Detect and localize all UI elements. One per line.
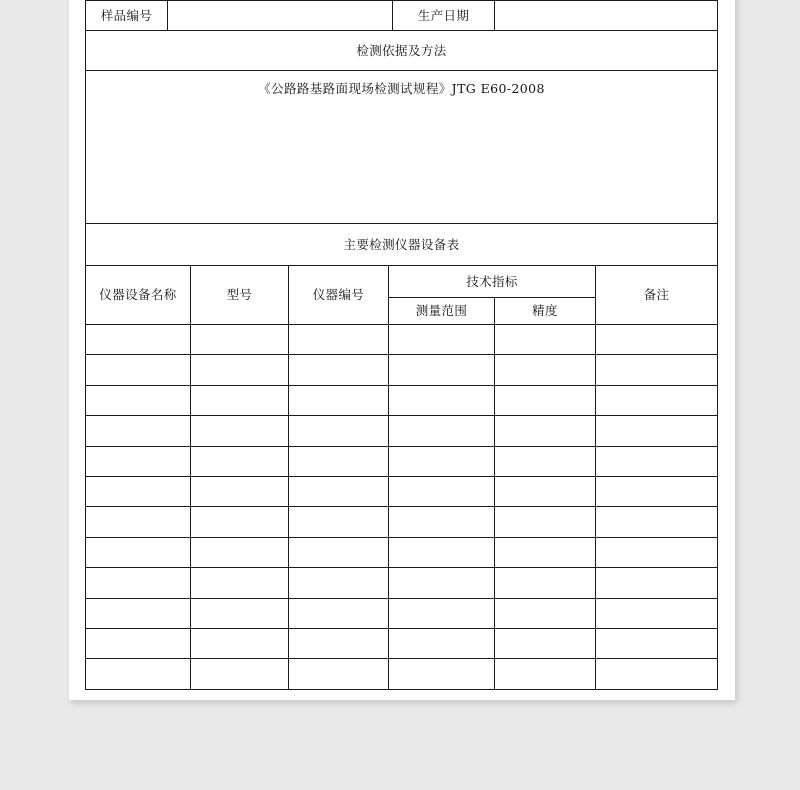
- cell-remark[interactable]: [596, 659, 718, 689]
- cell-remark[interactable]: [596, 628, 718, 658]
- basis-title-row: [86, 31, 718, 71]
- table-row: [86, 659, 718, 689]
- cell-equipment-name[interactable]: [86, 355, 191, 385]
- cell-serial[interactable]: [289, 598, 389, 628]
- cell-remark[interactable]: [596, 355, 718, 385]
- table-row: [86, 568, 718, 598]
- table-row: [86, 537, 718, 567]
- production-date-label: 生产日期: [393, 1, 495, 31]
- cell-accuracy[interactable]: [495, 385, 596, 415]
- cell-accuracy[interactable]: [495, 598, 596, 628]
- cell-model[interactable]: [191, 355, 289, 385]
- cell-model[interactable]: [191, 476, 289, 506]
- col-header-measure-range: 测量范围: [389, 298, 495, 325]
- cell-accuracy[interactable]: [495, 476, 596, 506]
- cell-equipment-name[interactable]: [86, 416, 191, 446]
- cell-serial[interactable]: [289, 446, 389, 476]
- equipment-table: [85, 265, 718, 690]
- cell-measure-range[interactable]: [389, 416, 495, 446]
- cell-remark[interactable]: [596, 568, 718, 598]
- cell-model[interactable]: [191, 598, 289, 628]
- cell-equipment-name[interactable]: [86, 598, 191, 628]
- table-row: [86, 507, 718, 537]
- equipment-title-row: [86, 224, 718, 266]
- cell-accuracy[interactable]: [495, 355, 596, 385]
- basis-content-row: [86, 71, 718, 224]
- document-page: [69, 0, 735, 700]
- cell-measure-range[interactable]: [389, 325, 495, 355]
- cell-model[interactable]: [191, 416, 289, 446]
- cell-remark[interactable]: [596, 385, 718, 415]
- cell-equipment-name[interactable]: [86, 446, 191, 476]
- table-row: [86, 628, 718, 658]
- col-header-equipment-name: 仪器设备名称: [86, 266, 191, 325]
- col-header-tech-index: 技术指标: [389, 266, 596, 298]
- cell-measure-range[interactable]: [389, 476, 495, 506]
- cell-measure-range[interactable]: [389, 507, 495, 537]
- basis-standard-text[interactable]: 《公路路基路面现场检测试规程》JTG E60-2008: [86, 71, 718, 224]
- cell-accuracy[interactable]: [495, 416, 596, 446]
- sample-info-row: [86, 1, 718, 31]
- production-date-value[interactable]: [495, 1, 718, 31]
- cell-remark[interactable]: [596, 537, 718, 567]
- table-row: [86, 385, 718, 415]
- cell-serial[interactable]: [289, 628, 389, 658]
- cell-model[interactable]: [191, 537, 289, 567]
- cell-serial[interactable]: [289, 325, 389, 355]
- cell-measure-range[interactable]: [389, 385, 495, 415]
- cell-measure-range[interactable]: [389, 628, 495, 658]
- cell-model[interactable]: [191, 385, 289, 415]
- table-row: [86, 355, 718, 385]
- col-header-model: 型号: [191, 266, 289, 325]
- cell-equipment-name[interactable]: [86, 385, 191, 415]
- cell-serial[interactable]: [289, 568, 389, 598]
- cell-model[interactable]: [191, 628, 289, 658]
- cell-equipment-name[interactable]: [86, 628, 191, 658]
- table-row: [86, 416, 718, 446]
- cell-serial[interactable]: [289, 385, 389, 415]
- inspection-form-table: [85, 0, 718, 266]
- sample-no-label: 样品编号: [86, 1, 168, 31]
- cell-remark[interactable]: [596, 416, 718, 446]
- cell-accuracy[interactable]: [495, 628, 596, 658]
- cell-accuracy[interactable]: [495, 325, 596, 355]
- table-row: [86, 325, 718, 355]
- cell-measure-range[interactable]: [389, 568, 495, 598]
- col-header-serial: 仪器编号: [289, 266, 389, 325]
- cell-remark[interactable]: [596, 446, 718, 476]
- cell-model[interactable]: [191, 659, 289, 689]
- cell-model[interactable]: [191, 507, 289, 537]
- equipment-header-row-1: [86, 266, 718, 298]
- cell-measure-range[interactable]: [389, 446, 495, 476]
- cell-equipment-name[interactable]: [86, 537, 191, 567]
- table-row: [86, 446, 718, 476]
- cell-accuracy[interactable]: [495, 446, 596, 476]
- cell-equipment-name[interactable]: [86, 568, 191, 598]
- sample-no-value[interactable]: [168, 1, 393, 31]
- cell-equipment-name[interactable]: [86, 325, 191, 355]
- cell-model[interactable]: [191, 446, 289, 476]
- col-header-remark: 备注: [596, 266, 718, 325]
- equipment-list-title: 主要检测仪器设备表: [86, 224, 718, 266]
- col-header-accuracy: 精度: [495, 298, 596, 325]
- cell-serial[interactable]: [289, 476, 389, 506]
- cell-serial[interactable]: [289, 659, 389, 689]
- cell-accuracy[interactable]: [495, 507, 596, 537]
- cell-serial[interactable]: [289, 416, 389, 446]
- cell-serial[interactable]: [289, 537, 389, 567]
- form-sheet: [85, 0, 717, 690]
- cell-serial[interactable]: [289, 507, 389, 537]
- cell-equipment-name[interactable]: [86, 659, 191, 689]
- cell-remark[interactable]: [596, 325, 718, 355]
- table-row: [86, 598, 718, 628]
- basis-title: 检测依据及方法: [86, 31, 718, 71]
- cell-accuracy[interactable]: [495, 659, 596, 689]
- cell-equipment-name[interactable]: [86, 507, 191, 537]
- cell-remark[interactable]: [596, 598, 718, 628]
- cell-measure-range[interactable]: [389, 537, 495, 567]
- cell-model[interactable]: [191, 568, 289, 598]
- cell-measure-range[interactable]: [389, 659, 495, 689]
- cell-remark[interactable]: [596, 507, 718, 537]
- table-row: [86, 476, 718, 506]
- cell-measure-range[interactable]: [389, 355, 495, 385]
- cell-measure-range[interactable]: [389, 598, 495, 628]
- cell-accuracy[interactable]: [495, 537, 596, 567]
- cell-remark[interactable]: [596, 476, 718, 506]
- cell-equipment-name[interactable]: [86, 476, 191, 506]
- cell-model[interactable]: [191, 325, 289, 355]
- cell-serial[interactable]: [289, 355, 389, 385]
- cell-accuracy[interactable]: [495, 568, 596, 598]
